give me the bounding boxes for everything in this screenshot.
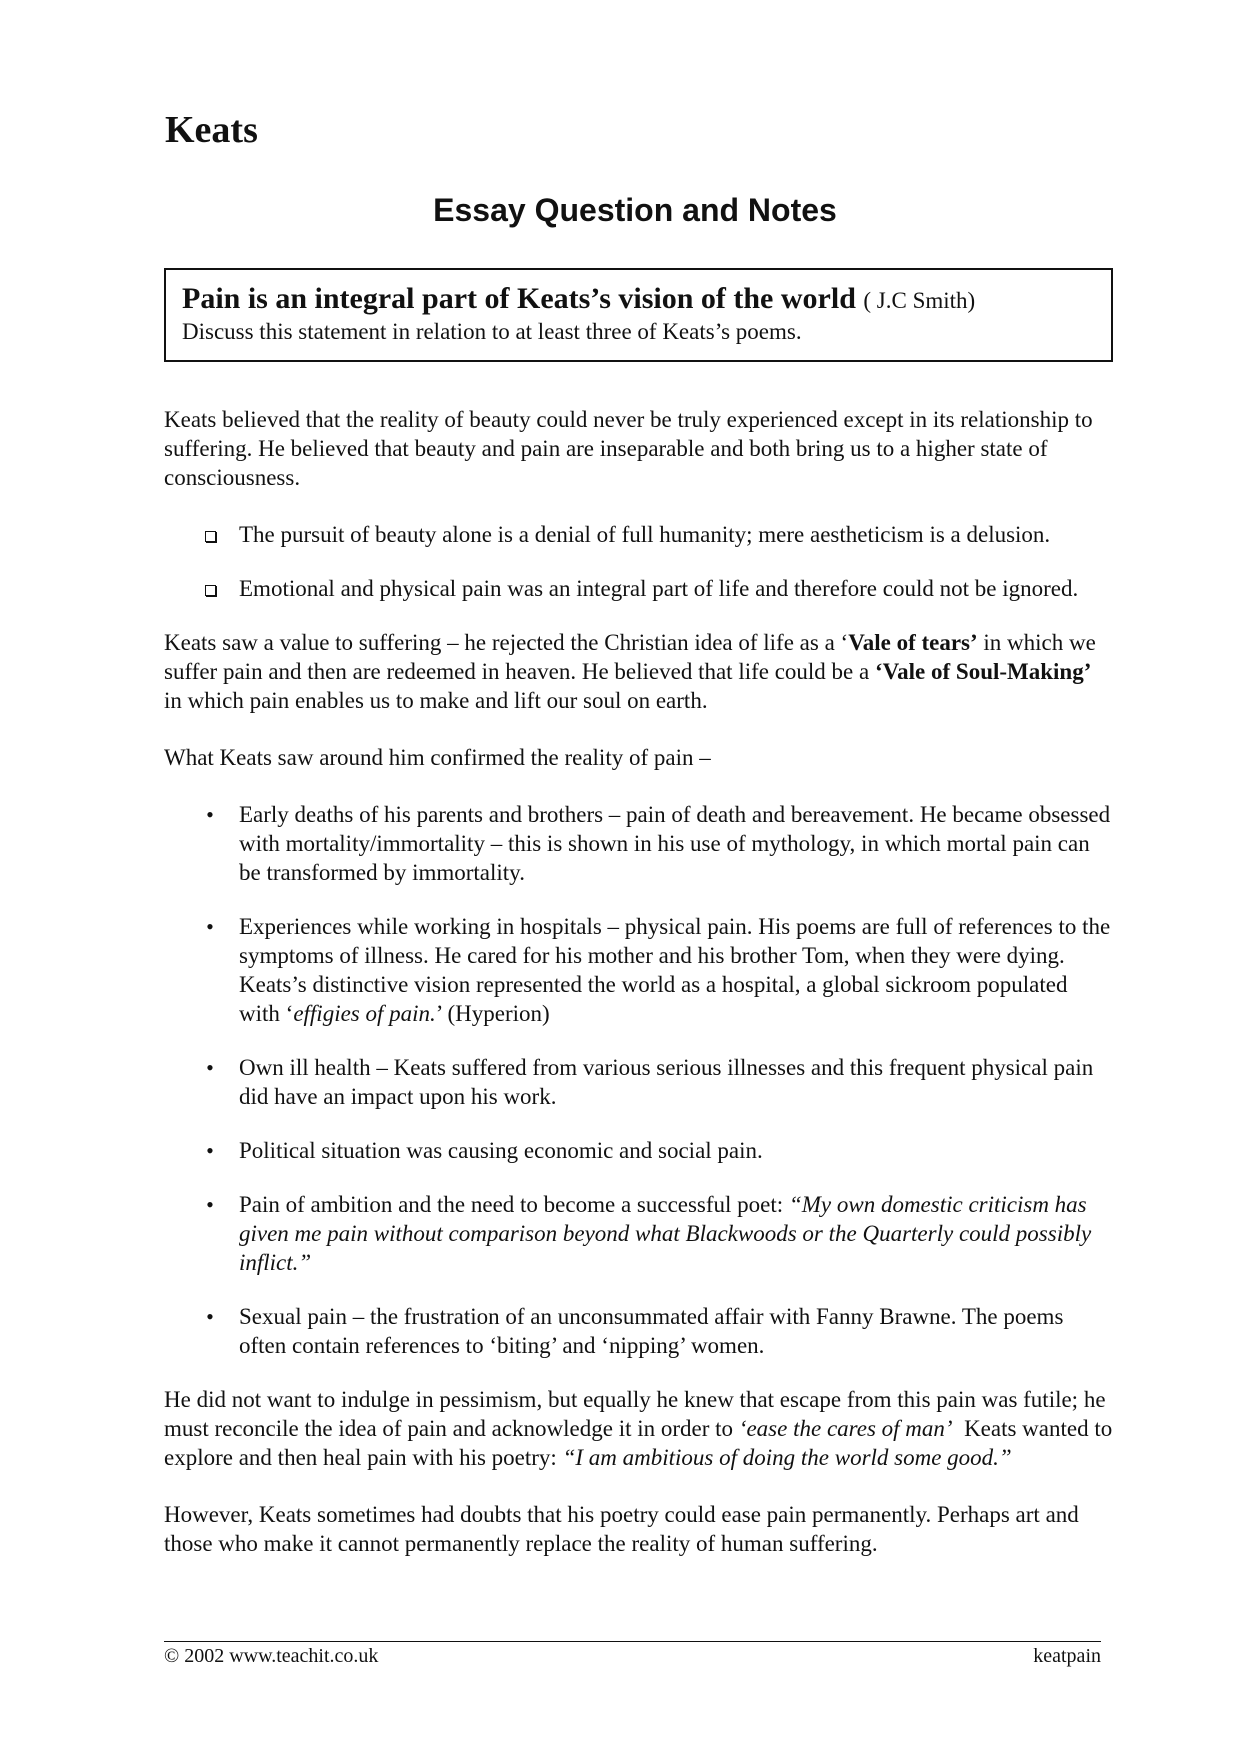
page-title: Keats: [165, 109, 258, 151]
essay-notes-body: [164, 405, 1118, 1558]
vale-paragraph: [164, 628, 1114, 715]
list-item: [164, 912, 1114, 1028]
checklist-item: [164, 574, 1114, 603]
checklist-item: [164, 520, 1114, 549]
closing-paragraph-2: However, Keats sometimes had doubts that his poetry could ease pain permanently. Perhaps art and those who make it cannot permanently replace the reality of human suffering.: [164, 1502, 1079, 1556]
around-lead-paragraph: What Keats saw around him confirmed the reality of pain –: [164, 745, 711, 770]
vale-text-3: in which pain enables us to make and lift our soul on earth.: [164, 688, 708, 713]
list-item-text: Early deaths of his parents and brothers – pain of death and bereavement. He became obsessed with mortality/immortality – this is shown in his use of mythology, in which mortal pain can be transformed by immortality.: [239, 802, 1111, 885]
checklist-item-text: Emotional and physical pain was an integral part of life and therefore could not be ignored.: [239, 576, 1079, 601]
checkbox-square-icon: [200, 520, 220, 549]
footer-divider: [164, 1641, 1101, 1642]
list-item: [164, 1136, 1114, 1165]
question-statement: Pain is an integral part of Keats’s vision of the world: [182, 282, 856, 315]
checkbox-square-icon: [200, 574, 220, 603]
list-item-text: Sexual pain – the frustration of an unconsummated affair with Fanny Brawne. The poems often contain references to ‘biting’ and ‘nipping’ women.: [239, 1304, 1064, 1358]
effigies-quote: effigies of pain.: [293, 1001, 436, 1026]
closing-paragraph-1: He did not want to indulge in pessimism, but equally he knew that escape from this pain was futile; he must reconcile the idea of pain and acknowledge it in order to ‘ease the cares of man’ Keats wanted to explore and then heal pain with his poetry: “I am ambitious of doing the world some good.”: [164, 1387, 1118, 1470]
list-item: [164, 800, 1114, 887]
list-item: [164, 1053, 1114, 1111]
list-item-text: Own ill health – Keats suffered from various serious illnesses and this frequent physical pain did have an impact upon his work.: [239, 1055, 1094, 1109]
bullet-icon: •: [206, 1138, 214, 1163]
question-statement-line: [182, 282, 1095, 318]
list-item-text: Pain of ambition and the need to become a successful poet: “My own domestic criticism has given me pain without comparison beyond what Blackwoods or the Quarterly could possibly inflict.”: [239, 1192, 1092, 1275]
bullet-icon: •: [206, 1055, 214, 1080]
vale-text-1: Keats saw a value to suffering – he rejected the Christian idea of life as a ‘: [164, 630, 849, 655]
vale-of-tears-bold: Vale of tears’: [848, 630, 978, 655]
vale-of-soul-making-bold: ‘Vale of Soul-Making’: [874, 659, 1092, 684]
bullet-icon: •: [206, 914, 214, 939]
footer-copyright: © 2002 www.teachit.co.uk: [164, 1645, 379, 1667]
pain-sources-list: [164, 800, 1114, 1360]
vale-text-2: in which we suffer pain and then are redeemed in heaven. He believed that life could be a: [164, 630, 1096, 684]
domestic-criticism-quote: “My own domestic criticism has given me pain without comparison beyond what Blackwoods or the Quarterly could possibly inflict.”: [239, 1192, 1092, 1275]
essay-question-box: [164, 268, 1113, 362]
intro-paragraph: Keats believed that the reality of beauty could never be truly experienced except in its relationship to suffering. He believed that beauty and pain are inseparable and both bring us to a higher state of consciousness.: [164, 407, 1093, 490]
checklist-item-text: The pursuit of beauty alone is a denial of full humanity; mere aestheticism is a delusion.: [239, 522, 1051, 547]
ease-the-cares-quote: ‘ease the cares of man’: [738, 1416, 953, 1441]
bullet-icon: •: [206, 802, 214, 827]
page-subtitle: Essay Question and Notes: [433, 192, 837, 228]
question-attribution: ( J.C Smith): [863, 288, 976, 313]
list-item-text: Experiences while working in hospitals – physical pain. His poems are full of references to the symptoms of illness. He cared for his mother and his brother Tom, when they were dying. Keats’s distinctive vision represented the world as a hospital, a global sickroom populated with ‘effigies of pain.’ (Hyperion): [239, 914, 1111, 1026]
footer-doc-code: keatpain: [1033, 1645, 1101, 1667]
checklist: [164, 520, 1114, 603]
question-instruction: Discuss this statement in relation to at least three of Keats’s poems.: [182, 319, 802, 344]
list-item: [164, 1302, 1114, 1360]
bullet-icon: •: [206, 1192, 214, 1217]
list-item: [164, 1190, 1114, 1277]
bullet-icon: •: [206, 1304, 214, 1329]
ambitious-quote: “I am ambitious of doing the world some good.”: [562, 1445, 1012, 1470]
list-item-text: Political situation was causing economic and social pain.: [239, 1138, 763, 1163]
